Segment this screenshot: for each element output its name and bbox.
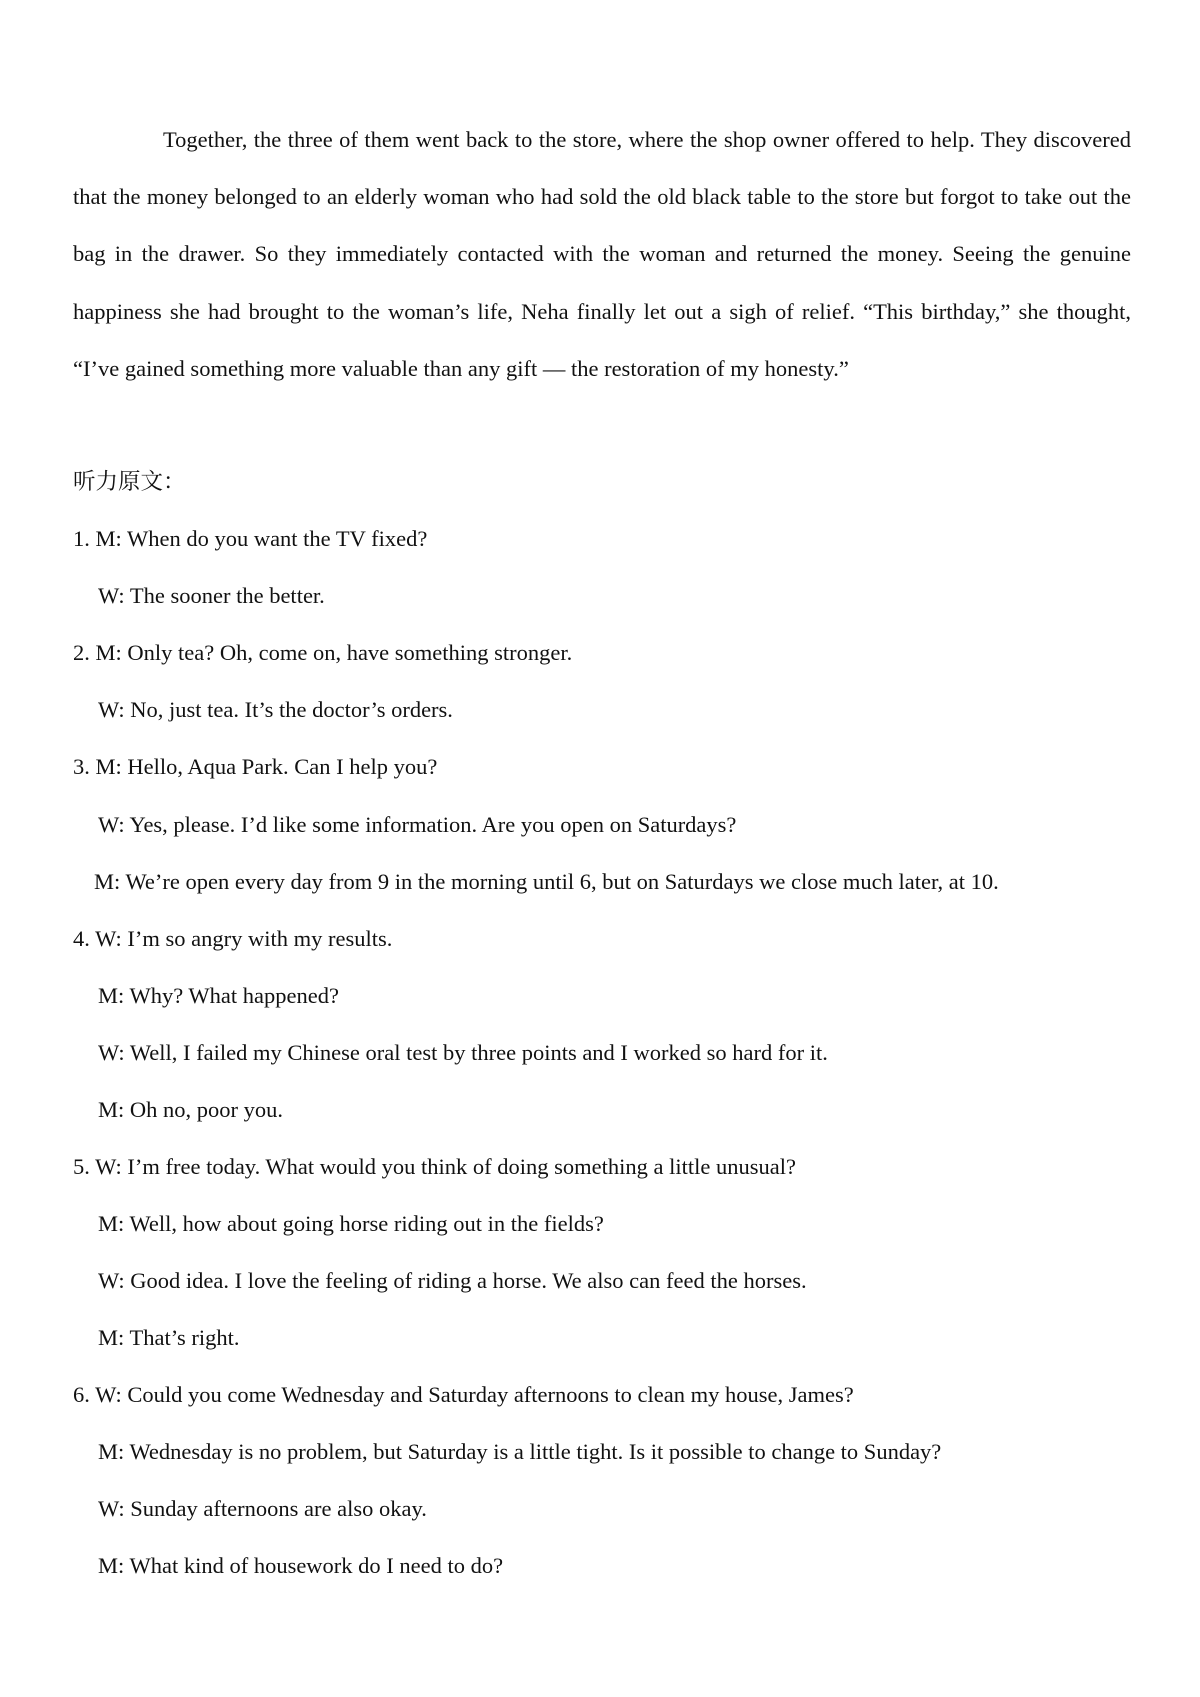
dialogue-line: M: What kind of housework do I need to do? <box>98 1553 504 1578</box>
dialogue-line: M: That’s right. <box>98 1325 240 1350</box>
dialogue-line: M: Why? What happened? <box>98 983 339 1008</box>
dialogue-line: 1. M: When do you want the TV fixed? <box>73 526 428 551</box>
dialogue-line: W: Good idea. I love the feeling of riding a horse. We also can feed the horses. <box>98 1268 807 1293</box>
dialogue-line: W: No, just tea. It’s the doctor’s orders. <box>98 697 453 722</box>
dialogue-line: W: The sooner the better. <box>98 583 325 608</box>
section-heading: 听力原文： <box>73 469 186 494</box>
story-paragraph: Together, the three of them went back to the store, where the shop owner offered to help. They discovered that the money belonged to an elderly woman who had sold the old black table to the store but forgot to take out the bag in the drawer. So they immediately contacted with the woman and returned the money. Seeing the genuine happiness she had brought to the woman’s life, Neha finally let out a sigh of relief. “This birthday,” she thought, “I’ve gained something more valuable than any gift — the restoration of my honesty.” <box>73 127 1131 381</box>
dialogue-line: W: Yes, please. I’d like some information. Are you open on Saturdays? <box>98 812 737 837</box>
dialogue-line: 3. M: Hello, Aqua Park. Can I help you? <box>73 754 438 779</box>
dialogue-line: M: Oh no, poor you. <box>98 1097 283 1122</box>
dialogue-line: M: Well, how about going horse riding out in the fields? <box>98 1211 604 1236</box>
dialogue-line: W: Well, I failed my Chinese oral test by three points and I worked so hard for it. <box>98 1040 828 1065</box>
dialogue-line: 5. W: I’m free today. What would you think of doing something a little unusual? <box>73 1154 796 1179</box>
dialogue-line: 4. W: I’m so angry with my results. <box>73 926 393 951</box>
dialogue-line: 6. W: Could you come Wednesday and Saturday afternoons to clean my house, James? <box>73 1382 854 1407</box>
dialogue-line: M: Wednesday is no problem, but Saturday is a little tight. Is it possible to change to Sunday? <box>98 1439 942 1464</box>
dialogue-line: 2. M: Only tea? Oh, come on, have something stronger. <box>73 640 573 665</box>
dialogue-line: W: Sunday afternoons are also okay. <box>98 1496 427 1521</box>
dialogue-line: M: We’re open every day from 9 in the morning until 6, but on Saturdays we close much later, at 10. <box>94 869 999 894</box>
